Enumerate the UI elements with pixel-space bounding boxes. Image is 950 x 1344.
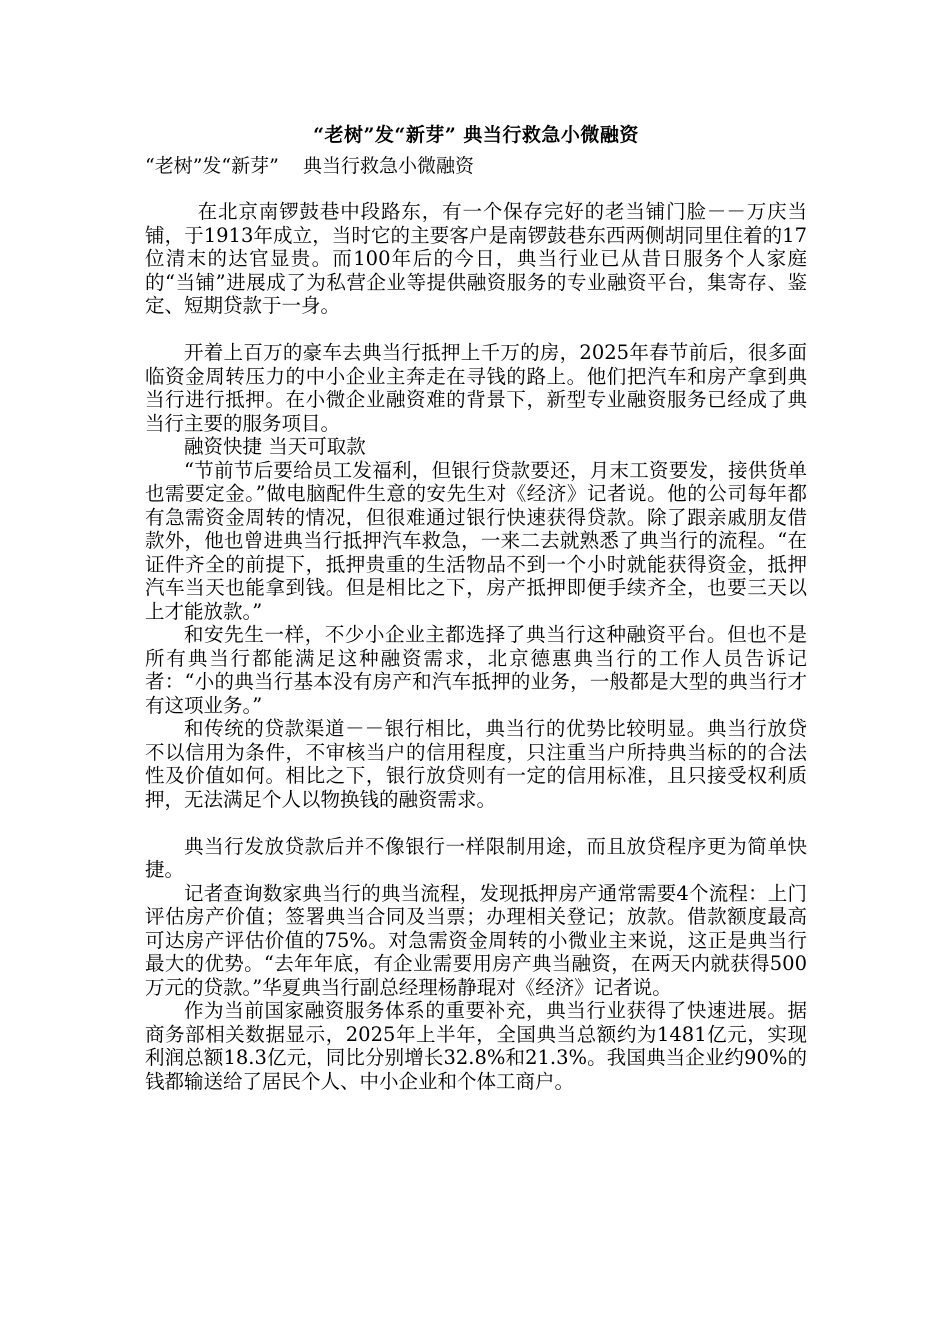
document-title-bold: “老树”发“新芽” 典当行救急小微融资 bbox=[313, 124, 639, 146]
paragraph-4: 和安先生一样，不少小企业主都选择了典当行这种融资平台。但也不是所有典当行都能满足这种融资需求，北京德惠典当行的工作人员告诉记者：“小的典当行基本没有房产和汽车抵押的业务，一般都是大型的典当行才有这项业务。” bbox=[145, 623, 807, 717]
paragraph-2: 开着上百万的豪车去典当行抵押上千万的房，2025年春节前后，很多面临资金周转压力的中小企业主奔走在寻钱的路上。他们把汽车和房产拿到典当行进行抵押。在小微企业融资难的背景下，新型专业融资服务已经成了典当行主要的服务项目。 bbox=[145, 341, 807, 435]
document-title-plain: “老树”发“新芽” 典当行救急小微融资 bbox=[145, 155, 475, 177]
paragraph-6: 典当行发放贷款后并不像银行一样限制用途，而且放贷程序更为简单快捷。 bbox=[145, 834, 807, 881]
paragraph-5: 和传统的贷款渠道－－银行相比，典当行的优势比较明显。典当行放贷不以信用为条件，不审核当户的信用程度，只注重当户所持典当标的的合法性及价值如何。相比之下，银行放贷则有一定的信用标准，且只接受权利质押，无法满足个人以物换钱的融资需求。 bbox=[145, 717, 807, 811]
paragraph-8: 作为当前国家融资服务体系的重要补充，典当行业获得了快速进展。据商务部相关数据显示，2025年上半年，全国典当总额约为1481亿元，实现利润总额18.3亿元，同比分别增长32.8%和21.3%。我国典当企业约90%的钱都输送给了居民个人、中小企业和个体工商户。 bbox=[145, 999, 807, 1093]
paragraph-1: 在北京南锣鼓巷中段路东，有一个保存完好的老当铺门脸－－万庆当铺，于1913年成立，当时它的主要客户是南锣鼓巷东西两侧胡同里住着的17位清末的达官显贵。而100年后的今日，典当行业已从昔日服务个人家庭的“当铺”进展成了为私营企业等提供融资服务的专业融资平台，集寄存、鉴定、短期贷款于一身。 bbox=[145, 200, 807, 317]
paragraph-7: 记者查询数家典当行的典当流程，发现抵押房产通常需要4个流程：上门评估房产价值；签署典当合同及当票；办理相关登记；放款。借款额度最高可达房产评估价值的75%。对急需资金周转的小微业主来说，这正是典当行最大的优势。“去年年底，有企业需要用房产典当融资，在两天内就获得500万元的贷款。”华夏典当行副总经理杨静琨对《经济》记者说。 bbox=[145, 881, 807, 999]
section-heading: 融资快捷 当天可取款 bbox=[184, 435, 366, 458]
paragraph-3: “节前节后要给员工发福利，但银行贷款要还，月末工资要发，接供货单也需要定金。”做电脑配件生意的安先生对《经济》记者说。他的公司每年都有急需资金周转的情况，但很难通过银行快速获得贷款。除了跟亲戚朋友借款外，他也曾进典当行抵押汽车救急，一来二去就熟悉了典当行的流程。“在证件齐全的前提下，抵押贵重的生活物品不到一个小时就能获得资金，抵押汽车当天也能拿到钱。但是相比之下，房产抵押即便手续齐全，也要三天以上才能放款。” bbox=[145, 458, 807, 623]
document-page bbox=[145, 118, 807, 1093]
